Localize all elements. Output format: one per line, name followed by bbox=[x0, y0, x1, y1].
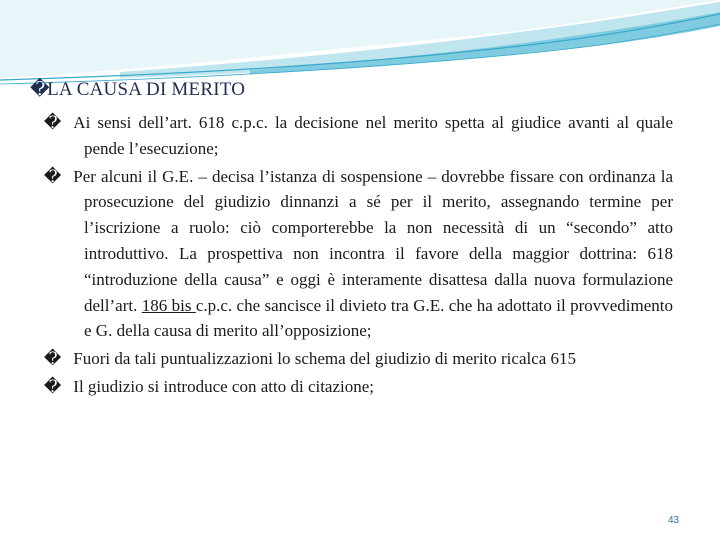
bullet-text-continued: c.p.c. che sancisce il divieto tra G.E. che ha adottato il provvedimento e G. della causa di merito all’opposizione; bbox=[84, 295, 673, 341]
header-wave-decoration bbox=[0, 0, 720, 90]
bullet-text: Per alcuni il G.E. – decisa l’istanza di sospensione – dovrebbe fissare con ordinanza la prosecuzione del giudizio dinnanzi a sé per il merito, assegnando termine per l’iscrizione a ruolo: ciò comporterebbe la non necessità di un “secondo” atto introduttivo. La prospettiva non incontra il favore della maggior dottrina: 618 “introduzione della causa” e oggi è interamente disattesa dalla nuova formulazione dell’art. bbox=[73, 166, 673, 315]
article-link[interactable]: 186 bis bbox=[141, 295, 196, 315]
bullet-item bbox=[43, 110, 673, 162]
bullet-glyph: � bbox=[43, 166, 62, 186]
slide-title bbox=[30, 78, 245, 101]
bullet-item bbox=[43, 164, 673, 345]
bullet-item bbox=[43, 374, 673, 400]
bullet-text: Ai sensi dell’art. 618 c.p.c. la decisione nel merito spetta al giudice avanti al quale pende l’esecuzione; bbox=[73, 113, 673, 158]
bullet-item bbox=[43, 346, 673, 372]
slide-title-text: LA CAUSA DI MERITO bbox=[47, 79, 246, 100]
bullet-glyph: � bbox=[43, 113, 62, 132]
bullet-text: Il giudizio si introduce con atto di citazione; bbox=[73, 376, 375, 396]
bullet-glyph: � bbox=[30, 79, 50, 100]
bullet-list bbox=[43, 110, 673, 402]
bullet-glyph: � bbox=[43, 376, 62, 396]
bullet-glyph: � bbox=[43, 349, 62, 369]
bullet-text: Fuori da tali puntualizzazioni lo schema del giudizio di merito ricalca 615 bbox=[73, 349, 577, 369]
page-number: 43 bbox=[668, 515, 680, 526]
